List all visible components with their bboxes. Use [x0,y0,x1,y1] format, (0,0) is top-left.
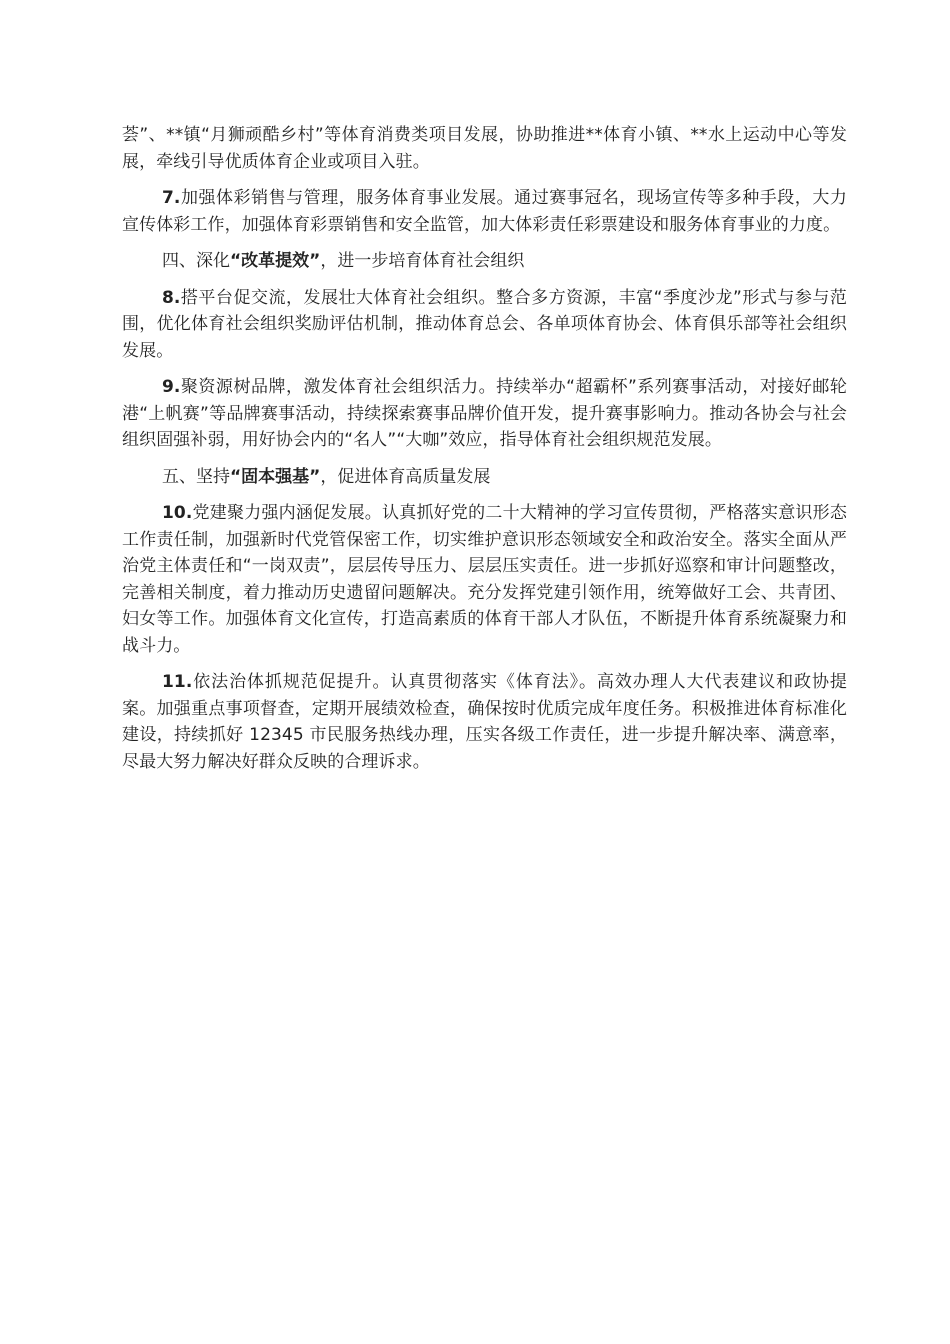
heading-prefix: 五、坚持 [162,466,230,487]
paragraph-text: 搭平台促交流，发展壮大体育社会组织。整合多方资源，丰富“季度沙龙”形式与参与范围，优化体育社会组织奖励评估机制，推动体育总会、各单项体育协会、体育俱乐部等社会组织发展。 [122,287,847,361]
item-number: 9. [162,377,181,397]
heading-suffix: ，促进体育高质量发展 [320,466,491,487]
section-heading-5 [122,464,847,491]
item-number: 11. [162,672,193,692]
paragraph-item-10 [122,500,847,659]
heading-quote: “固本强基” [230,466,321,487]
paragraph-item-7 [122,185,847,238]
paragraph-item-11 [122,669,847,775]
section-heading-4 [122,248,847,275]
paragraph-text: 荟”、**镇“月狮顽酷乡村”等体育消费类项目发展，协助推进**体育小镇、**水上运动中心等发展，牵线引导优质体育企业或项目入驻。 [122,125,847,172]
item-number: 7. [162,188,181,208]
paragraph-item-8 [122,285,847,365]
heading-suffix: ，进一步培育体育社会组织 [320,251,525,271]
item-number: 10. [162,503,193,523]
heading-quote: “改革提效” [230,251,321,271]
paragraph-text: 聚资源树品牌，激发体育社会组织活力。持续举办“超霸杯”系列赛事活动，对接好邮轮港“上帆赛”等品牌赛事活动，持续探索赛事品牌价值开发，提升赛事影响力。推动各协会与社会组织固强补弱，用好协会内的“名人”“大咖”效应，指导体育社会组织规范发展。 [122,377,847,450]
document-page [122,122,847,785]
heading-prefix: 四、深化 [162,251,230,271]
paragraph-text: 依法治体抓规范促提升。认真贯彻落实《体育法》。高效办理人大代表建议和政协提案。加强重点事项督查，定期开展绩效检查，确保按时优质完成年度任务。积极推进体育标准化建设，持续抓好 12345 市民服务热线办理，压实各级工作责任，进一步提升解决率、满意率，尽最大努力解决好群众反映的合理诉求。 [122,672,847,772]
paragraph-item-9 [122,374,847,454]
paragraph-continued [122,122,847,175]
paragraph-text: 加强体彩销售与管理，服务体育事业发展。通过赛事冠名，现场宣传等多种手段，大力宣传体彩工作，加强体育彩票销售和安全监管，加大体彩责任彩票建设和服务体育事业的力度。 [122,188,847,235]
paragraph-text: 党建聚力强内涵促发展。认真抓好党的二十大精神的学习宣传贯彻，严格落实意识形态工作责任制，加强新时代党管保密工作，切实维护意识形态领域安全和政治安全。落实全面从严治党主体责任和“一岗双责”，层层传导压力、层层压实责任。进一步抓好巡察和审计问题整改，完善相关制度，着力推动历史遗留问题解决。充分发挥党建引领作用，统筹做好工会、共青团、妇女等工作。加强体育文化宣传，打造高素质的体育干部人才队伍，不断提升体育系统凝聚力和战斗力。 [122,503,847,656]
item-number: 8. [162,287,181,308]
